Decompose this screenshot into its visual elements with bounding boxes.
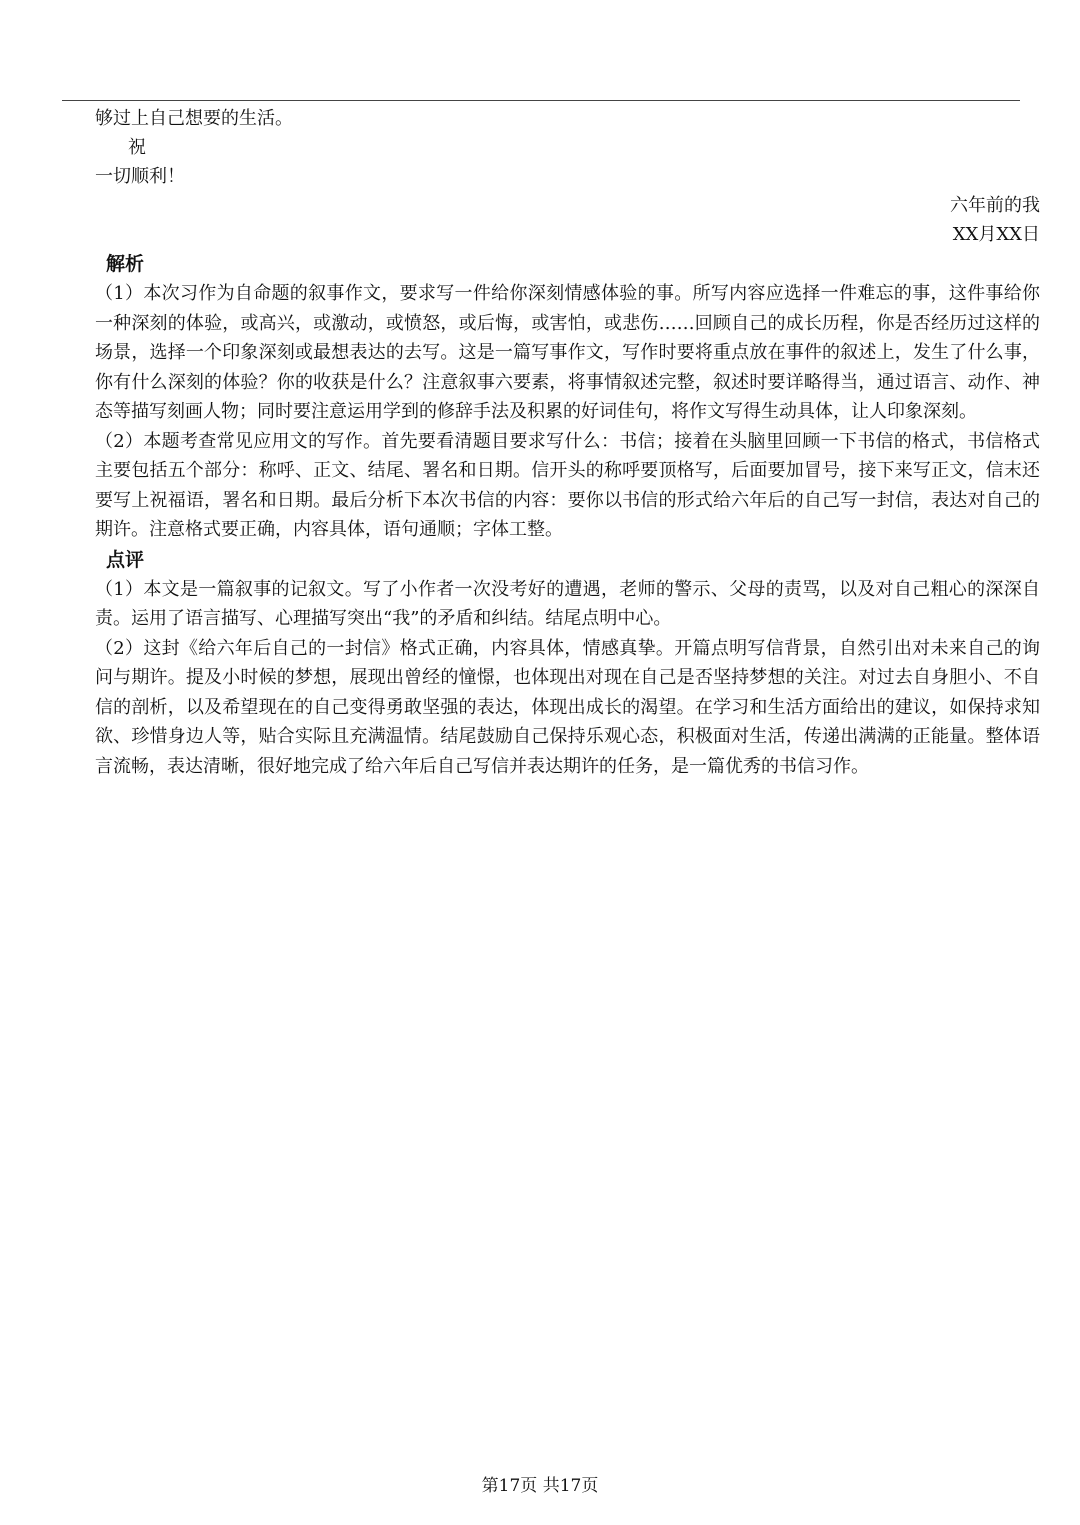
analysis-paragraph-2: （2）本题考查常见应用文的写作。首先要看清题目要求写什么：书信；接着在头脑里回顾一下书信的格式，书信格式主要包括五个部分：称呼、正文、结尾、署名和日期。信开头的称呼要顶格写，后面要加冒号，接下来写正文，信末还要写上祝福语，署名和日期。最后分析下本次书信的内容：要你以书信的形式给六年后的自己写一封信，表达对自己的期许。注意格式要正确，内容具体，语句通顺；字体工整。	[95, 430, 1040, 540]
letter-closing-line: 够过上自己想要的生活。	[95, 108, 293, 129]
page-number: 第17页 共17页	[481, 1476, 599, 1496]
comment-heading: 点评	[106, 548, 145, 571]
header-rule	[62, 100, 1020, 101]
page-content	[95, 104, 1040, 781]
comment-paragraph-2: （2）这封《给六年后自己的一封信》格式正确，内容具体，情感真挚。开篇点明写信背景，自然引出对未来自己的询问与期许。提及小时候的梦想，展现出曾经的憧憬，也体现出对现在自己是否坚持梦想的关注。对过去自身胆小、不自信的剖析，以及希望现在的自己变得勇敢坚强的表达，体现出成长的渴望。在学习和生活方面给出的建议，如保持求知欲、珍惜身边人等，贴合实际且充满温情。结尾鼓励自己保持乐观心态，积极面对生活，传递出满满的正能量。整体语言流畅，表达清晰，很好地完成了给六年后自己写信并表达期许的任务，是一篇优秀的书信习作。	[95, 637, 1040, 777]
letter-greeting: 祝	[128, 137, 146, 158]
letter-date: XX月XX日	[952, 224, 1040, 245]
comment-paragraph-1: （1）本文是一篇叙事的记叙文。写了小作者一次没考好的遭遇，老师的警示、父母的责骂，以及对自己粗心的深深自责。运用了语言描写、心理描写突出“我”的矛盾和纠结。结尾点明中心。	[95, 578, 1040, 629]
analysis-heading: 解析	[106, 253, 145, 275]
analysis-paragraph-1: （1）本次习作为自命题的叙事作文，要求写一件给你深刻情感体验的事。所写内容应选择一件难忘的事，这件事给你一种深刻的体验，或高兴，或激动，或愤怒，或后悔，或害怕，或悲伤……回顾自己的成长历程，你是否经历过这样的场景，选择一个印象深刻或最想表达的去写。这是一篇写事作文，写作时要将重点放在事件的叙述上，发生了什么事，你有什么深刻的体验？你的收获是什么？注意叙事六要素，将事情叙述完整，叙述时要详略得当，通过语言、动作、神态等描写刻画人物；同时要注意运用学到的修辞手法及积累的好词佳句，将作文写得生动具体，让人印象深刻。	[95, 283, 1040, 422]
letter-wish: 一切顺利！	[95, 166, 185, 187]
letter-signature: 六年前的我	[950, 195, 1040, 216]
